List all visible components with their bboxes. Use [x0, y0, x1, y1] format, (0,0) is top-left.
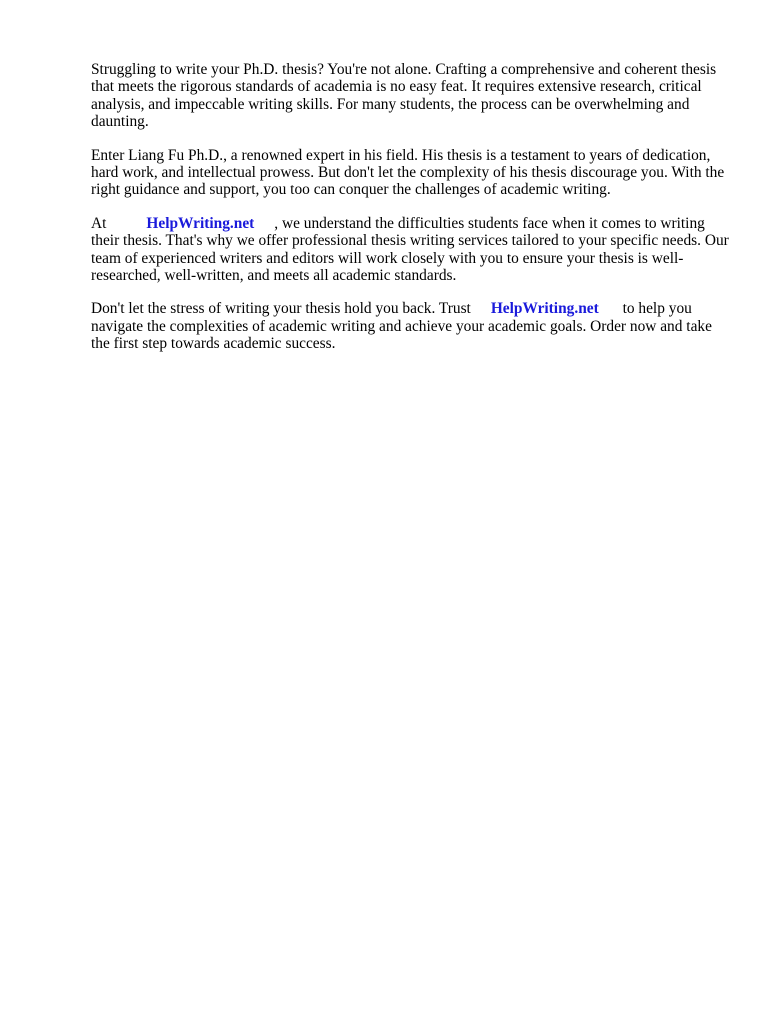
paragraph-intro: Struggling to write your Ph.D. thesis? You're not alone. Crafting a comprehensive and coherent thesis that meets the rigorous standards of academia is no easy feat. It requires extensive research, critical analysis, and impeccable writing skills. For many students, the process can be overwhelming and daunting. — [91, 61, 717, 131]
paragraph-liang-fu: Enter Liang Fu Ph.D., a renowned expert in his field. His thesis is a testament to years of dedication, hard work, and intellectual prowess. But don't let the complexity of his thesis discourage you. With the right guidance and support, you too can conquer the challenges of academic writing. — [91, 146, 725, 199]
paragraph-cta-lead: Don't let the stress of writing your thesis hold you back. Trust — [91, 300, 471, 318]
document-body — [91, 61, 731, 369]
helpwriting-link-2[interactable]: HelpWriting.net — [490, 300, 599, 318]
paragraph-services-text: , we understand the difficulties students face when it comes to writing their thesis. That's why we offer professional thesis writing services tailored to your specific needs. Our team of experienced writers and editors will work closely with you to ensure your thesis is well-researched, well-written, and meets all academic standards. — [91, 214, 729, 285]
paragraph-cta-text: to help you navigate the complexities of academic writing and achieve your academic goals. Order now and take the first step towards academic success. — [91, 300, 712, 353]
paragraph-call-to-action — [91, 300, 731, 352]
paragraph-services — [91, 215, 731, 285]
helpwriting-link-1[interactable]: HelpWriting.net — [146, 214, 255, 232]
paragraph-services-lead: At — [91, 214, 107, 232]
